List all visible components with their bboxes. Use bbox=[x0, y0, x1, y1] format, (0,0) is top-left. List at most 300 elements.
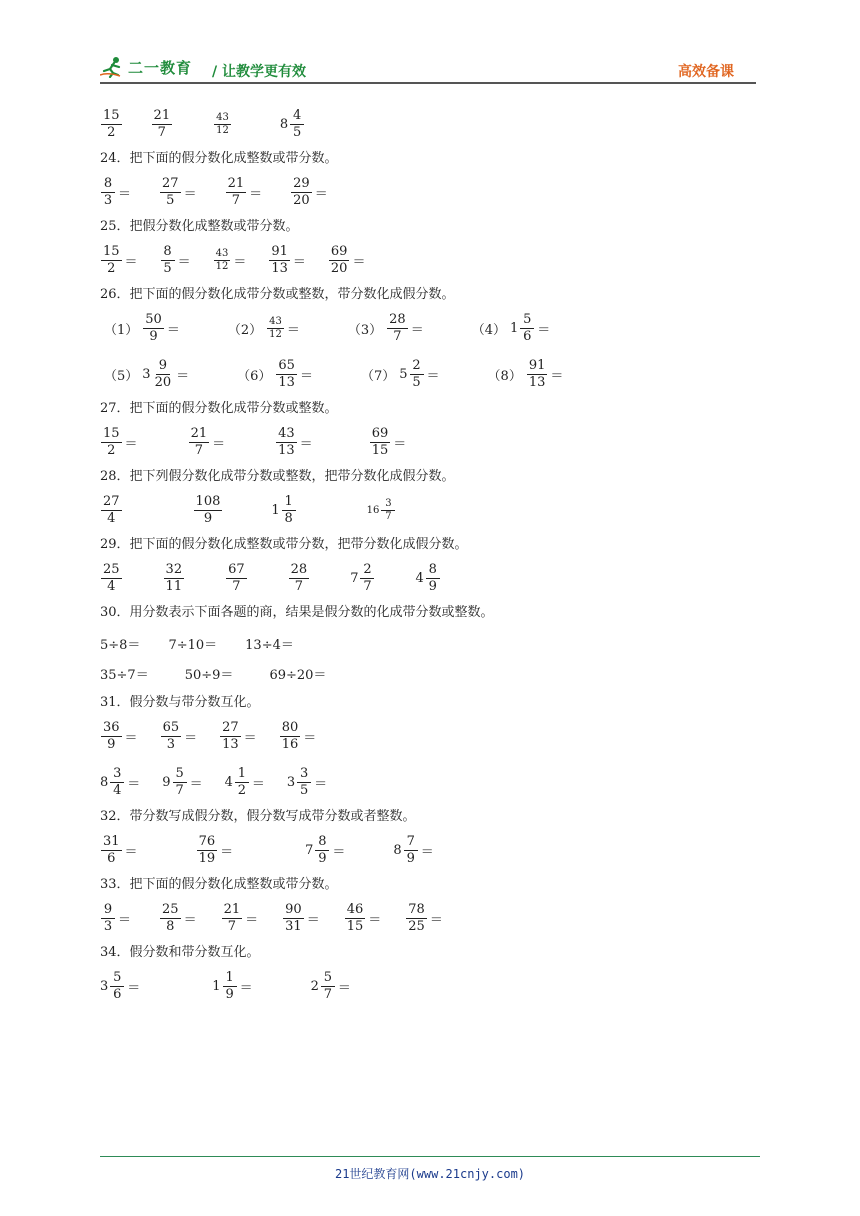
whole-number: 8 bbox=[279, 116, 289, 132]
division-row-2 bbox=[100, 660, 740, 686]
fraction-row bbox=[100, 762, 740, 802]
fraction bbox=[101, 176, 115, 209]
denominator: 8 bbox=[166, 918, 175, 934]
fraction-item bbox=[163, 562, 186, 595]
equals-sign: ＝ bbox=[420, 844, 434, 860]
fraction-item bbox=[104, 312, 180, 345]
fraction-item bbox=[280, 108, 305, 141]
numerator: 69 bbox=[371, 425, 389, 441]
fraction bbox=[110, 766, 124, 799]
fraction-item bbox=[225, 176, 263, 209]
whole-number: 4 bbox=[224, 774, 233, 790]
fraction bbox=[143, 312, 164, 345]
fraction bbox=[101, 494, 122, 527]
fraction bbox=[289, 562, 310, 595]
runner-logo-icon bbox=[100, 56, 126, 78]
denominator: 12 bbox=[216, 124, 229, 136]
question-31: 31．假分数与带分数互化。 bbox=[100, 695, 260, 710]
item-label: （4） bbox=[471, 322, 506, 338]
numerator: 29 bbox=[293, 175, 310, 191]
fraction bbox=[164, 562, 185, 595]
fraction-row bbox=[100, 308, 740, 348]
numerator: 27 bbox=[222, 719, 239, 735]
fraction-item bbox=[275, 426, 313, 459]
fraction-item bbox=[344, 902, 382, 935]
denominator: 7 bbox=[227, 918, 236, 934]
numerator: 2 bbox=[360, 562, 374, 579]
fraction bbox=[321, 970, 335, 1003]
numerator: 21 bbox=[223, 901, 241, 917]
fraction-item bbox=[268, 244, 306, 277]
numerator: 65 bbox=[162, 719, 180, 735]
fraction-item bbox=[282, 902, 320, 935]
fraction-item bbox=[290, 176, 328, 209]
numerator: 9 bbox=[156, 358, 170, 375]
fraction-item bbox=[221, 902, 259, 935]
equals-sign: ＝ bbox=[212, 436, 226, 452]
fraction bbox=[152, 108, 173, 141]
fraction-item bbox=[472, 312, 551, 345]
denominator: 7 bbox=[232, 578, 241, 594]
header-rule bbox=[100, 82, 756, 84]
numerator: 50 bbox=[145, 311, 162, 327]
numerator: 15 bbox=[103, 243, 120, 259]
equals-sign: ＝ bbox=[243, 730, 257, 746]
fraction bbox=[161, 720, 182, 753]
whole-number: 1 bbox=[212, 978, 221, 994]
equals-sign: ＝ bbox=[124, 730, 138, 746]
fraction-item bbox=[488, 358, 564, 391]
denominator: 4 bbox=[113, 782, 122, 798]
numerator: 43 bbox=[278, 425, 295, 441]
denominator: 31 bbox=[285, 918, 302, 934]
equals-sign: ＝ bbox=[303, 730, 317, 746]
numerator: 28 bbox=[290, 561, 308, 577]
equals-sign: ＝ bbox=[184, 730, 198, 746]
denominator: 20 bbox=[293, 192, 310, 208]
fraction-row bbox=[100, 716, 740, 756]
fraction bbox=[101, 720, 122, 753]
fraction bbox=[235, 766, 249, 799]
denominator: 5 bbox=[166, 192, 175, 208]
numerator: 7 bbox=[404, 834, 418, 851]
numerator: 3 bbox=[297, 766, 311, 783]
numerator: 25 bbox=[103, 561, 120, 577]
denominator: 9 bbox=[406, 850, 415, 866]
fraction-item bbox=[100, 108, 123, 141]
fraction-item bbox=[237, 358, 313, 391]
whole-number: 5 bbox=[399, 366, 408, 382]
denominator: 5 bbox=[292, 124, 302, 140]
denominator: 2 bbox=[237, 782, 247, 798]
fraction-item bbox=[405, 902, 443, 935]
denominator: 7 bbox=[385, 510, 392, 522]
item-label: （7） bbox=[360, 368, 396, 384]
question-30: 30．用分数表示下面各题的商，结果是假分数的化成带分数或整数。 bbox=[100, 605, 494, 620]
numerator: 32 bbox=[165, 561, 183, 577]
numerator: 21 bbox=[153, 107, 171, 123]
denominator: 9 bbox=[107, 736, 116, 752]
numerator: 15 bbox=[103, 107, 120, 123]
fraction bbox=[410, 358, 424, 391]
fraction bbox=[197, 834, 218, 867]
whole-number: 8 bbox=[393, 842, 402, 858]
fraction-item bbox=[367, 498, 397, 523]
denominator: 7 bbox=[294, 578, 304, 594]
question-29: 29．把下面的假分数化成整数或带分数，把带分数化成假分数。 bbox=[100, 537, 468, 552]
numerator: 1 bbox=[223, 970, 237, 987]
numerator: 36 bbox=[103, 719, 120, 735]
page-header bbox=[100, 52, 756, 82]
equals-sign: ＝ bbox=[189, 776, 203, 792]
division-item: 35÷7＝ bbox=[100, 667, 149, 683]
denominator: 20 bbox=[330, 260, 348, 276]
item-label: （1） bbox=[104, 322, 139, 338]
equals-sign: ＝ bbox=[127, 980, 141, 996]
fraction bbox=[214, 112, 231, 137]
numerator: 4 bbox=[290, 108, 304, 125]
footer-rule bbox=[100, 1156, 760, 1157]
fraction bbox=[527, 358, 548, 391]
equals-sign: ＝ bbox=[118, 912, 132, 928]
fraction-item bbox=[213, 248, 247, 273]
fraction bbox=[101, 902, 115, 935]
numerator: 43 bbox=[216, 111, 229, 123]
fraction bbox=[214, 248, 231, 273]
fraction bbox=[101, 108, 122, 141]
equals-sign: ＝ bbox=[332, 844, 346, 860]
fraction-item bbox=[100, 244, 138, 277]
whole-number: 3 bbox=[100, 978, 109, 994]
whole-number: 2 bbox=[310, 978, 319, 994]
equals-sign: ＝ bbox=[251, 776, 265, 792]
fraction-item bbox=[305, 834, 345, 867]
division-item: 13÷4＝ bbox=[245, 637, 294, 653]
logo bbox=[100, 56, 192, 78]
denominator: 7 bbox=[157, 124, 166, 140]
denominator: 7 bbox=[231, 192, 240, 208]
numerator: 5 bbox=[173, 766, 187, 783]
fraction bbox=[101, 244, 122, 277]
denominator: 5 bbox=[300, 782, 309, 798]
equals-sign: ＝ bbox=[118, 186, 132, 202]
fraction bbox=[153, 358, 174, 391]
numerator: 8 bbox=[101, 176, 115, 193]
denominator: 12 bbox=[215, 260, 229, 272]
denominator: 9 bbox=[149, 328, 158, 344]
fraction-item bbox=[288, 562, 311, 595]
fraction-item bbox=[311, 970, 351, 1003]
fraction-item bbox=[196, 834, 234, 867]
fraction-item bbox=[162, 766, 202, 799]
equals-sign: ＝ bbox=[233, 254, 247, 270]
fraction-item bbox=[193, 494, 224, 527]
fraction bbox=[520, 312, 534, 345]
fraction bbox=[406, 902, 427, 935]
denominator: 13 bbox=[271, 260, 288, 276]
numerator: 2 bbox=[410, 358, 424, 375]
numerator: 31 bbox=[103, 833, 120, 849]
numerator: 8 bbox=[315, 834, 329, 851]
fraction-row bbox=[100, 172, 740, 212]
numerator: 5 bbox=[520, 312, 534, 329]
fraction-item bbox=[212, 970, 252, 1003]
fraction-item bbox=[100, 494, 123, 527]
whole-number: 1 bbox=[510, 320, 519, 336]
equals-sign: ＝ bbox=[426, 368, 440, 384]
fraction-item bbox=[104, 358, 189, 391]
fraction-row bbox=[100, 240, 740, 280]
denominator: 3 bbox=[103, 192, 113, 208]
fraction bbox=[291, 176, 312, 209]
fraction-item bbox=[100, 766, 140, 799]
numerator: 43 bbox=[215, 247, 229, 259]
numerator: 3 bbox=[381, 498, 395, 511]
fraction bbox=[160, 176, 181, 209]
denominator: 2 bbox=[107, 442, 116, 458]
numerator: 67 bbox=[228, 561, 245, 577]
division-item: 50÷9＝ bbox=[184, 667, 234, 683]
denominator: 11 bbox=[165, 578, 183, 594]
fraction-item bbox=[225, 766, 265, 799]
equals-sign: ＝ bbox=[249, 186, 263, 202]
question-28: 28．把下列假分数化成带分数或整数，把带分数化成假分数。 bbox=[100, 469, 455, 484]
denominator: 15 bbox=[346, 918, 364, 934]
fraction-item bbox=[188, 426, 226, 459]
numerator: 21 bbox=[227, 175, 245, 191]
whole-number: 1 bbox=[271, 502, 280, 518]
footer-text: 21世纪教育网(www.21cnjy.com) bbox=[334, 1167, 526, 1181]
equals-sign: ＝ bbox=[127, 776, 141, 792]
denominator: 13 bbox=[278, 442, 295, 458]
denominator: 3 bbox=[103, 918, 113, 934]
denominator: 6 bbox=[523, 328, 532, 344]
fraction-item bbox=[100, 562, 123, 595]
fraction-item bbox=[100, 834, 138, 867]
fraction-item bbox=[219, 720, 257, 753]
fraction-row bbox=[100, 104, 740, 144]
fraction-item bbox=[159, 176, 197, 209]
numerator: 15 bbox=[103, 425, 120, 441]
whole-number: 7 bbox=[305, 842, 314, 858]
denominator: 12 bbox=[269, 328, 282, 340]
fraction bbox=[173, 766, 187, 799]
fraction bbox=[226, 176, 247, 209]
fraction bbox=[226, 562, 247, 595]
denominator: 16 bbox=[281, 736, 299, 752]
fraction bbox=[280, 720, 301, 753]
item-label: （5） bbox=[104, 368, 139, 384]
denominator: 13 bbox=[278, 374, 295, 390]
fraction bbox=[269, 244, 290, 277]
denominator: 13 bbox=[528, 374, 546, 390]
equals-sign: ＝ bbox=[292, 254, 306, 270]
denominator: 9 bbox=[428, 578, 437, 594]
fraction-row bbox=[100, 422, 740, 462]
numerator: 25 bbox=[162, 901, 179, 917]
equals-sign: ＝ bbox=[314, 776, 328, 792]
item-label: （3） bbox=[347, 322, 383, 338]
fraction-row bbox=[100, 354, 740, 394]
fraction-item bbox=[393, 834, 433, 867]
fraction bbox=[161, 244, 175, 277]
denominator: 15 bbox=[371, 442, 389, 458]
whole-number: 4 bbox=[415, 570, 424, 586]
fraction bbox=[360, 562, 374, 595]
fraction-item bbox=[287, 766, 327, 799]
denominator: 3 bbox=[166, 736, 175, 752]
denominator: 13 bbox=[222, 736, 239, 752]
equals-sign: ＝ bbox=[299, 436, 313, 452]
header-right-label: 高效备课 bbox=[678, 64, 734, 80]
fraction-item bbox=[100, 720, 138, 753]
numerator: 3 bbox=[110, 766, 124, 783]
fraction bbox=[329, 244, 350, 277]
equals-sign: ＝ bbox=[220, 844, 234, 860]
fraction bbox=[223, 970, 237, 1003]
question-26: 26．把下面的假分数化成带分数或整数，带分数化成假分数。 bbox=[100, 287, 455, 302]
fraction bbox=[290, 108, 304, 141]
fraction bbox=[160, 902, 181, 935]
equals-sign: ＝ bbox=[429, 912, 443, 928]
equals-sign: ＝ bbox=[239, 980, 253, 996]
header-slogan: / 让教学更有效 bbox=[212, 64, 306, 80]
fraction-row bbox=[100, 490, 740, 530]
whole-number: 16 bbox=[366, 504, 380, 516]
denominator: 25 bbox=[408, 918, 425, 934]
fraction bbox=[404, 834, 418, 867]
fraction bbox=[189, 426, 210, 459]
denominator: 7 bbox=[393, 328, 402, 344]
fraction-row bbox=[100, 830, 740, 870]
fraction bbox=[282, 494, 296, 527]
equals-sign: ＝ bbox=[124, 254, 138, 270]
fraction bbox=[283, 902, 304, 935]
equals-sign: ＝ bbox=[368, 912, 382, 928]
fraction bbox=[276, 358, 297, 391]
equals-sign: ＝ bbox=[352, 254, 366, 270]
numerator: 9 bbox=[101, 902, 115, 919]
equals-sign: ＝ bbox=[177, 254, 191, 270]
denominator: 7 bbox=[323, 986, 333, 1002]
fraction-item bbox=[100, 970, 140, 1003]
fraction-item bbox=[350, 562, 375, 595]
numerator: 91 bbox=[271, 243, 288, 259]
fraction-row bbox=[100, 966, 740, 1006]
equals-sign: ＝ bbox=[183, 186, 197, 202]
equals-sign: ＝ bbox=[337, 980, 351, 996]
denominator: 9 bbox=[203, 510, 213, 526]
equals-sign: ＝ bbox=[393, 436, 407, 452]
denominator: 9 bbox=[318, 850, 327, 866]
denominator: 4 bbox=[107, 578, 116, 594]
equals-sign: ＝ bbox=[124, 844, 138, 860]
whole-number: 9 bbox=[162, 774, 171, 790]
equals-sign: ＝ bbox=[299, 368, 313, 384]
fraction bbox=[276, 426, 297, 459]
whole-number: 3 bbox=[286, 774, 296, 790]
division-item: 69÷20＝ bbox=[269, 667, 327, 683]
equals-sign: ＝ bbox=[550, 368, 564, 384]
fraction-item bbox=[151, 108, 174, 141]
fraction-item bbox=[160, 244, 191, 277]
fraction bbox=[426, 562, 440, 595]
numerator: 78 bbox=[408, 901, 425, 917]
fraction bbox=[297, 766, 311, 799]
fraction-item bbox=[271, 494, 296, 527]
numerator: 28 bbox=[389, 311, 406, 327]
division-row-1 bbox=[100, 630, 740, 656]
question-24: 24．把下面的假分数化成整数或带分数。 bbox=[100, 151, 338, 166]
denominator: 7 bbox=[194, 442, 203, 458]
worksheet-content bbox=[100, 100, 740, 1012]
fraction bbox=[110, 970, 124, 1003]
numerator: 46 bbox=[346, 901, 364, 917]
item-label: （8） bbox=[487, 368, 522, 384]
equals-sign: ＝ bbox=[306, 912, 320, 928]
page-footer bbox=[100, 1156, 760, 1186]
fraction bbox=[381, 498, 395, 523]
equals-sign: ＝ bbox=[166, 322, 180, 338]
fraction-item bbox=[160, 720, 198, 753]
numerator: 76 bbox=[198, 833, 216, 849]
fraction bbox=[315, 834, 329, 867]
denominator: 5 bbox=[412, 374, 421, 390]
question-32: 32．带分数写成假分数，假分数写成带分数或者整数。 bbox=[100, 809, 416, 824]
fraction-row bbox=[100, 898, 740, 938]
equals-sign: ＝ bbox=[410, 322, 424, 338]
question-33: 33．把下面的假分数化成整数或带分数。 bbox=[100, 877, 338, 892]
numerator: 65 bbox=[278, 357, 295, 373]
numerator: 69 bbox=[330, 243, 348, 259]
division-item: 7÷10＝ bbox=[168, 637, 218, 653]
numerator: 27 bbox=[162, 175, 179, 191]
fraction-item bbox=[100, 426, 138, 459]
logo-text: 二一教育 bbox=[128, 58, 193, 77]
denominator: 20 bbox=[154, 374, 172, 390]
fraction-item bbox=[279, 720, 317, 753]
fraction-item bbox=[100, 176, 131, 209]
fraction-item bbox=[213, 112, 232, 137]
division-item: 5÷8＝ bbox=[100, 637, 141, 653]
fraction-item bbox=[228, 316, 300, 341]
numerator: 90 bbox=[285, 901, 302, 917]
numerator: 43 bbox=[269, 315, 282, 327]
numerator: 8 bbox=[426, 562, 440, 579]
denominator: 4 bbox=[107, 510, 116, 526]
fraction-item bbox=[348, 312, 424, 345]
fraction bbox=[345, 902, 366, 935]
denominator: 19 bbox=[198, 850, 216, 866]
fraction-item bbox=[100, 902, 131, 935]
question-34: 34．假分数和带分数互化。 bbox=[100, 945, 260, 960]
equals-sign: ＝ bbox=[537, 322, 551, 338]
fraction bbox=[222, 902, 243, 935]
equals-sign: ＝ bbox=[176, 368, 190, 384]
fraction-item bbox=[159, 902, 197, 935]
fraction-item bbox=[415, 562, 440, 595]
fraction-item bbox=[328, 244, 366, 277]
numerator: 80 bbox=[281, 719, 299, 735]
question-27: 27．把下面的假分数化成带分数或整数。 bbox=[100, 401, 338, 416]
numerator: 1 bbox=[235, 766, 249, 783]
fraction-item bbox=[361, 358, 440, 391]
whole-number: 7 bbox=[350, 570, 359, 586]
fraction bbox=[101, 562, 122, 595]
fraction bbox=[101, 426, 122, 459]
fraction bbox=[101, 834, 122, 867]
denominator: 9 bbox=[225, 986, 234, 1002]
